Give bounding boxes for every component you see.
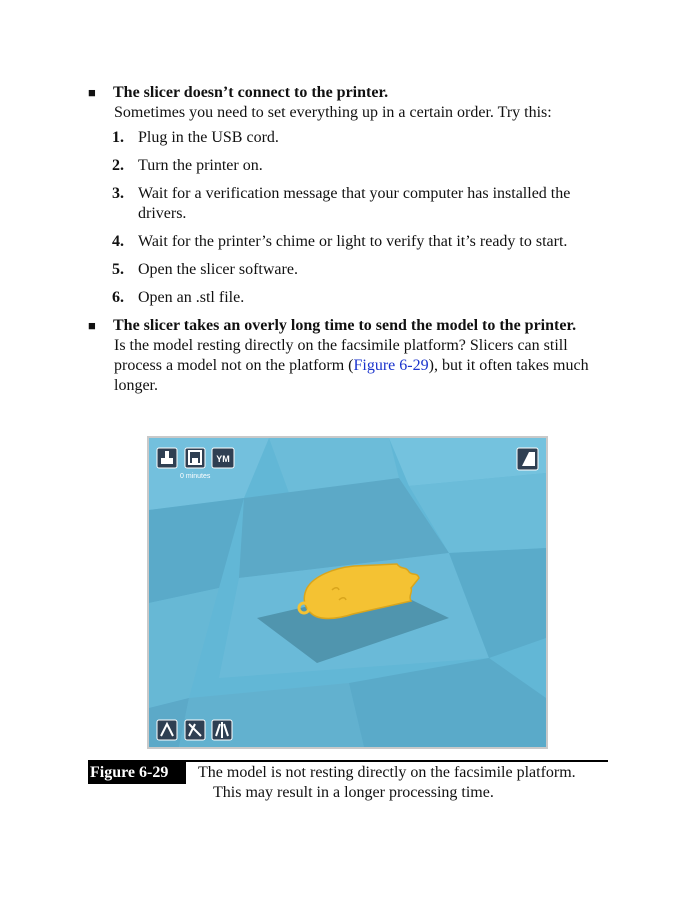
step-number: 3.: [112, 185, 124, 202]
load-icon: [157, 448, 177, 468]
figure-caption: [198, 763, 618, 803]
step-number: 4.: [112, 233, 124, 250]
paragraph-text: ), but it often takes much longer.: [114, 357, 589, 394]
mirror-icon: [212, 720, 232, 740]
figure-link[interactable]: Figure 6-29: [353, 357, 429, 374]
step-text: Open the slicer software.: [138, 261, 298, 278]
section-heading: The slicer doesn’t connect to the printer.: [113, 84, 389, 101]
step-number: 6.: [112, 289, 124, 306]
scale-icon: [185, 720, 205, 740]
step-text: Turn the printer on.: [138, 157, 263, 174]
bullet-marker: ■: [88, 85, 96, 100]
slow-paragraph: [114, 336, 609, 396]
step-text: Wait for a verification message that your computer has installed the drivers.: [138, 185, 571, 222]
ym-button: [212, 448, 234, 468]
paragraph-text: Is the model resting directly on the facsimile platform? Slicers can still process a model not on the platform (: [114, 337, 568, 374]
ym-label: YM: [216, 454, 230, 464]
save-icon: [185, 448, 205, 468]
step-text: Plug in the USB cord.: [138, 129, 279, 146]
step-number: 1.: [112, 129, 124, 146]
step-number: 5.: [112, 261, 124, 278]
rotate-icon: [157, 720, 177, 740]
time-label: 0 minutes: [180, 473, 211, 480]
bullet-marker: ■: [88, 318, 96, 333]
slicer-screenshot: [147, 436, 548, 749]
view-mode-icon: [517, 448, 538, 470]
caption-line: This may result in a longer processing time.: [213, 784, 494, 801]
step-text: Wait for the printer’s chime or light to verify that it’s ready to start.: [138, 233, 568, 250]
caption-line: The model is not resting directly on the facsimile platform.: [198, 764, 576, 781]
intro-text: Sometimes you need to set everything up in a certain order. Try this:: [114, 104, 552, 121]
section-heading: The slicer takes an overly long time to send the model to the printer.: [113, 317, 577, 334]
step-number: 2.: [112, 157, 124, 174]
figure-label: Figure 6-29: [88, 762, 186, 784]
step-text: Open an .stl file.: [138, 289, 245, 306]
